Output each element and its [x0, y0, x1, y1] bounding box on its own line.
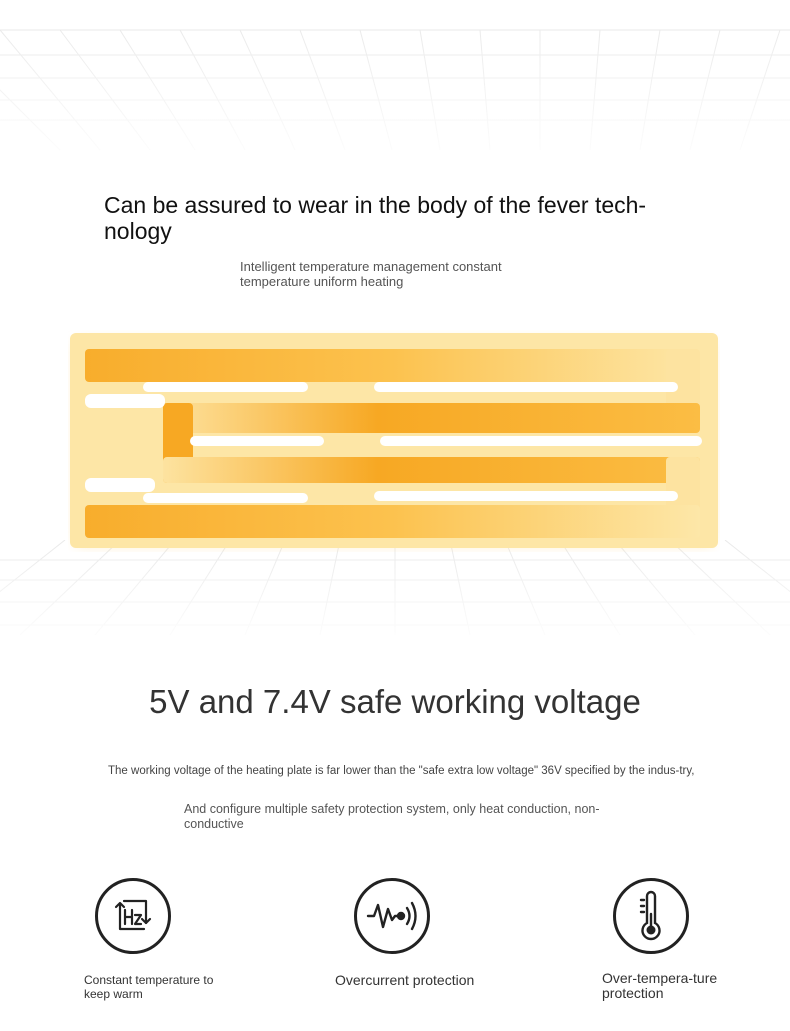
voltage-description-1: The working voltage of the heating plate is far lower than the "safe extra low voltage" 36V specified by the indus-try,	[108, 765, 695, 777]
heat-headline: Can be assured to wear in the body of the fever tech-nology	[104, 192, 647, 244]
current-wave-icon	[354, 878, 430, 954]
feature-label: Over-tempera-ture protection	[602, 970, 718, 1001]
heat-subline: Intelligent temperature management constant temperature uniform heating	[240, 259, 502, 289]
feature-label: Overcurrent protection	[335, 972, 475, 988]
grid-background-bottom	[0, 540, 790, 635]
grid-background-top	[0, 0, 790, 170]
thermometer-icon	[613, 878, 689, 954]
feature-label: Constant temperature to keep warm	[84, 973, 214, 1001]
feature-over-temperature	[602, 878, 783, 1001]
feature-overcurrent	[335, 878, 524, 988]
voltage-description-2: And configure multiple safety protection system, only heat conduction, non-conductive	[184, 802, 600, 831]
hz-frequency-icon	[95, 878, 171, 954]
voltage-title: 5V and 7.4V safe working voltage	[149, 683, 641, 720]
heating-plate-illustration	[68, 330, 720, 552]
feature-constant-temperature	[84, 878, 265, 1001]
